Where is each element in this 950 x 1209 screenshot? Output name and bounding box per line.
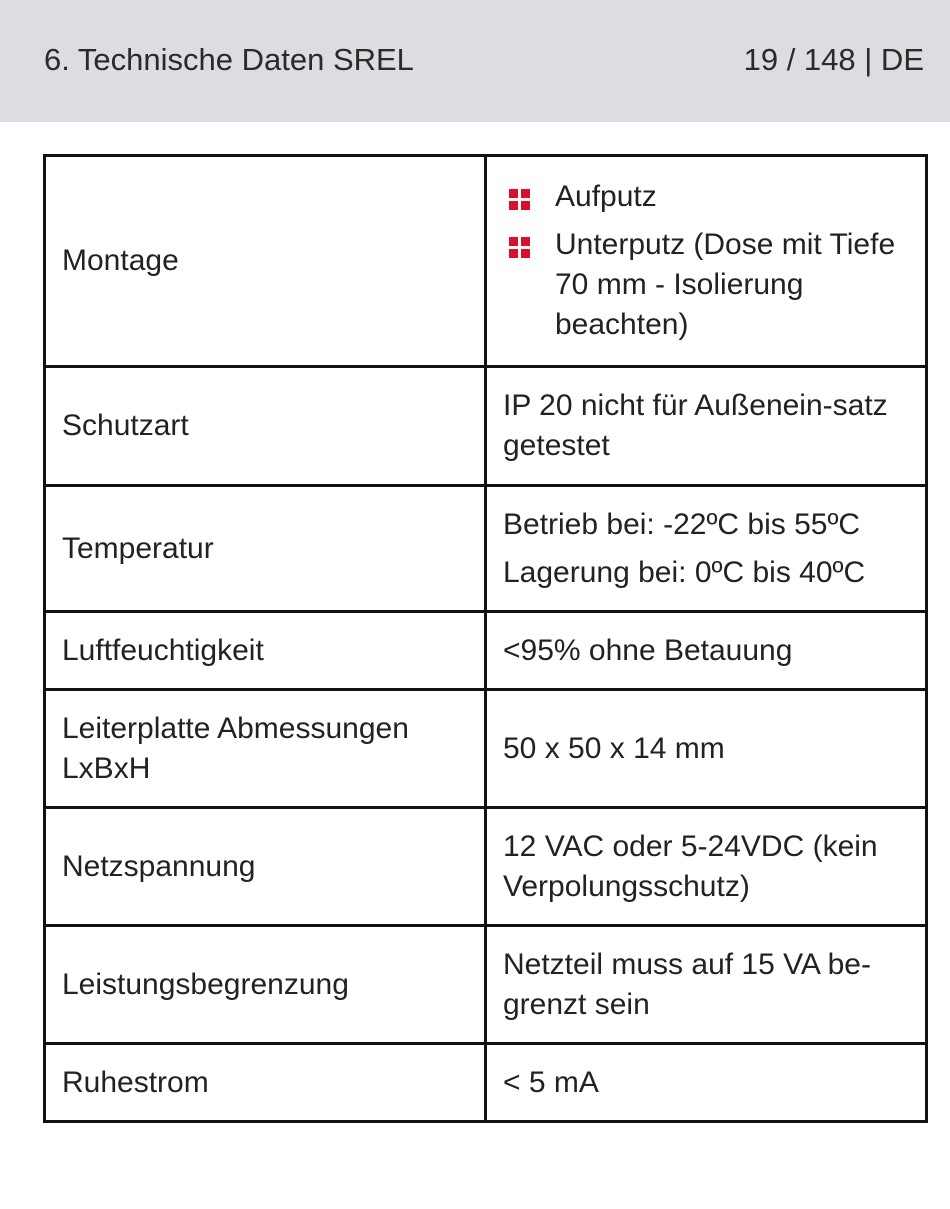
list-item — [503, 177, 909, 217]
table-row-montage — [45, 156, 927, 367]
value-text: <95% ohne Betauung — [503, 633, 793, 667]
value-text: IP 20 nicht für Außenein-satz getestet — [503, 389, 888, 462]
row-value — [486, 156, 927, 367]
value-text: 12 VAC oder 5-24VDC (kein Verpolungsschutz) — [503, 829, 878, 903]
list-item-text: Aufputz — [555, 180, 657, 213]
row-value — [486, 926, 927, 1044]
value-text: 50 x 50 x 14 mm — [503, 731, 725, 765]
row-label: Luftfeuchtigkeit — [45, 612, 486, 690]
red-square-bullet-icon — [509, 237, 531, 259]
row-value — [486, 367, 927, 486]
table-row-temperatur — [45, 486, 927, 612]
row-value — [486, 1044, 927, 1122]
table-row-luftfeuchtigkeit — [45, 612, 927, 690]
mounting-options-list — [503, 177, 909, 345]
value-text: < 5 mA — [503, 1065, 599, 1099]
table-row-schutzart — [45, 367, 927, 486]
row-value — [486, 808, 927, 926]
table-row-ruhestrom — [45, 1044, 927, 1122]
page-indicator: 19 / 148 | DE — [743, 42, 924, 77]
list-item — [503, 225, 909, 345]
table-row-leistungsbegrenzung — [45, 926, 927, 1044]
technical-data-table — [43, 154, 928, 1123]
row-label: Leiterplatte Abmessungen LxBxH — [45, 690, 486, 808]
row-label: Netzspannung — [45, 808, 486, 926]
row-value — [486, 486, 927, 612]
red-square-bullet-icon — [509, 189, 531, 211]
section-title: 6. Technische Daten SREL — [44, 42, 414, 77]
page-header — [0, 0, 950, 122]
table-row-leiterplatte — [45, 690, 927, 808]
row-value — [486, 612, 927, 690]
row-label: Temperatur — [45, 486, 486, 612]
table-row-netzspannung — [45, 808, 927, 926]
list-item-text: Unterputz (Dose mit Tiefe 70 mm - Isolierung beachten) — [555, 228, 896, 341]
row-label: Schutzart — [45, 367, 486, 486]
value-text: Netzteil muss auf 15 VA be-grenzt sein — [503, 947, 871, 1021]
row-label: Montage — [45, 156, 486, 367]
value-text: Betrieb bei: -22ºC bis 55ºC — [503, 507, 861, 541]
row-value — [486, 690, 927, 808]
row-label: Leistungsbegrenzung — [45, 926, 486, 1044]
row-label: Ruhestrom — [45, 1044, 486, 1122]
value-text: Lagerung bei: 0ºC bis 40ºC — [503, 555, 866, 589]
